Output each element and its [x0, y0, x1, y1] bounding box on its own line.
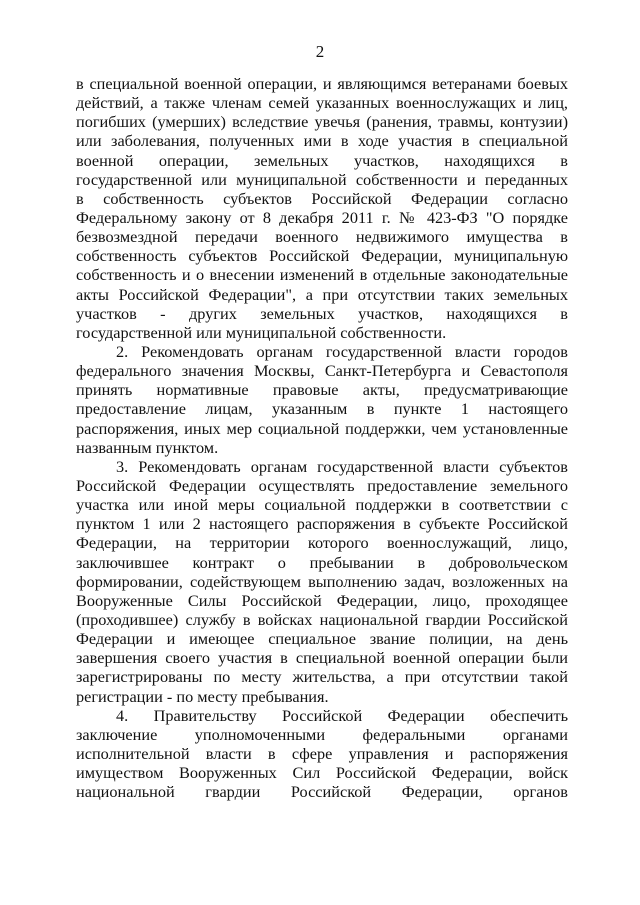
text-line: федерального значения Москвы, Санкт-Петербурга и Севастополя: [76, 361, 568, 381]
text-line: предоставление лицам, указанным в пункте 1 настоящего: [76, 399, 568, 419]
text-line: Вооруженные Силы Российской Федерации, лицо, проходящее: [76, 590, 568, 610]
text-line: завершения своего участия в специальной военной операции были: [76, 648, 568, 668]
text-line: собственность субъектов Российской Федерации, муниципальную: [76, 246, 568, 266]
text-line: имуществом Вооруженных Сил Российской Федерации, войск: [76, 763, 568, 783]
text-line: заключение уполномоченными федеральными органами: [76, 724, 568, 744]
text-line: названным пунктом.: [76, 437, 219, 457]
text-line: безвозмездной передачи военного недвижимого имущества в: [76, 227, 568, 247]
text-line: заключившее контракт о пребывании в добровольческом: [76, 552, 568, 572]
text-line: Федерации, на территории которого военнослужащий, лицо,: [76, 533, 568, 553]
text-line: 3. Рекомендовать органам государственной власти субъектов: [116, 456, 568, 476]
text-line: участка или иной меры социальной поддержки в соответствии с: [76, 495, 568, 515]
page-number: 2: [315, 42, 325, 61]
text-line: пунктом 1 или 2 настоящего распоряжения в субъекте Российской: [76, 514, 568, 534]
text-line: действий, а также членам семей указанных военнослужащих и лиц,: [76, 93, 568, 113]
text-line: (проходившее) службу в войсках национальной гвардии Российской: [76, 609, 568, 629]
text-line: в собственность субъектов Российской Федерации согласно: [76, 188, 568, 208]
text-line: исполнительной власти в сфере управления и распоряжения: [76, 743, 568, 763]
text-line: Федерации и имеющее специальное звание полиции, на день: [76, 629, 568, 649]
text-line: участков - других земельных участков, находящихся в: [76, 303, 568, 323]
text-line: Российской Федерации осуществлять предоставление земельного: [76, 475, 568, 495]
text-line: акты Российской Федерации", а при отсутствии таких земельных: [76, 284, 568, 304]
text-line: формировании, содействующем выполнению задач, возложенных на: [76, 571, 568, 591]
text-line: регистрации - по месту пребывания.: [76, 686, 329, 706]
text-line: распоряжения, иных мер социальной поддержки, чем установленные: [76, 418, 568, 438]
text-line: военной операции, земельных участков, находящихся в: [76, 150, 568, 170]
text-line: в специальной военной операции, и являющимся ветеранами боевых: [76, 74, 568, 93]
text-line: 4. Правительству Российской Федерации обеспечить: [116, 705, 568, 725]
text-line: государственной или муниципальной собственности и переданных: [76, 169, 568, 189]
text-line: государственной или муниципальной собственности.: [76, 322, 447, 342]
text-line: национальной гвардии Российской Федерации, органов: [76, 782, 568, 802]
text-line: собственность и о внесении изменений в отдельные законодательные: [76, 265, 568, 285]
text-line: зарегистрированы по месту жительства, а при отсутствии такой: [76, 667, 568, 687]
text-line: погибших (умерших) вследствие увечья (ранения, травмы, контузии): [76, 112, 568, 132]
text-line: Федеральному закону от 8 декабря 2011 г. № 423-ФЗ "О порядке: [76, 207, 568, 227]
text-line: 2. Рекомендовать органам государственной власти городов: [116, 341, 568, 361]
text-line: или заболевания, полученных ими в ходе участия в специальной: [76, 131, 568, 151]
text-line: принять нормативные правовые акты, предусматривающие: [76, 380, 568, 400]
document-body: [76, 74, 568, 801]
